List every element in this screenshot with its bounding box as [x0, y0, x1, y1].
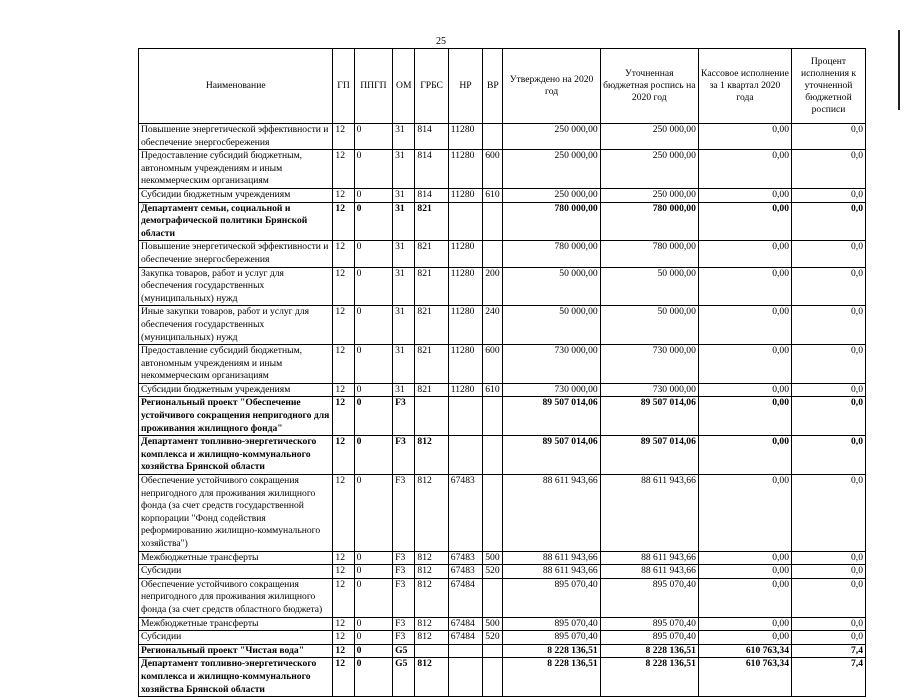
- cell-approved: 730 000,00: [503, 345, 600, 384]
- cell-grbs: 812: [415, 565, 448, 579]
- cell-grbs: 812: [415, 658, 448, 697]
- cell-refined: 250 000,00: [600, 188, 698, 202]
- cell-vr: [483, 124, 503, 150]
- cell-name: Субсидии бюджетным учреждениям: [139, 188, 333, 202]
- col-header-approved: Утверждено на 2020 год: [503, 49, 600, 124]
- cell-om: F3: [393, 475, 415, 552]
- cell-om: 31: [393, 306, 415, 345]
- cell-grbs: 821: [415, 202, 448, 241]
- cell-approved: 250 000,00: [503, 188, 600, 202]
- cell-percent: 0,0: [792, 578, 866, 617]
- col-header-percent: Процент исполнения к уточненной бюджетной росписи: [792, 49, 866, 124]
- cell-approved: 780 000,00: [503, 202, 600, 241]
- cell-percent: 0,0: [792, 267, 866, 306]
- table-row: [139, 658, 866, 697]
- cell-percent: 0,0: [792, 475, 866, 552]
- cell-cash: 0,00: [698, 631, 791, 645]
- cell-ppgp: 0: [354, 436, 392, 475]
- cell-ppgp: 0: [354, 345, 392, 384]
- cell-ppgp: 0: [354, 306, 392, 345]
- cell-nr: [448, 658, 482, 697]
- cell-approved: 88 611 943,66: [503, 551, 600, 565]
- cell-approved: 88 611 943,66: [503, 475, 600, 552]
- cell-grbs: 812: [415, 436, 448, 475]
- table-row: [139, 188, 866, 202]
- table-row: [139, 306, 866, 345]
- cell-cash: 0,00: [698, 565, 791, 579]
- cell-om: F3: [393, 565, 415, 579]
- cell-vr: 600: [483, 150, 503, 189]
- cell-om: F3: [393, 617, 415, 631]
- page-edge-mark: [898, 30, 900, 110]
- col-header-cash: Кассовое исполнение за 1 квартал 2020 года: [698, 49, 791, 124]
- cell-cash: 0,00: [698, 617, 791, 631]
- cell-name: Обеспечение устойчивого сокращения непригодного для проживания жилищного фонда (за счет средств государственной корпорации "Фонд содействия реформированию жилищно-коммунального хозяйства"): [139, 475, 333, 552]
- cell-vr: 610: [483, 188, 503, 202]
- cell-cash: 0,00: [698, 383, 791, 397]
- cell-vr: 600: [483, 345, 503, 384]
- cell-percent: 0,0: [792, 124, 866, 150]
- cell-cash: 610 763,34: [698, 644, 791, 658]
- cell-nr: 11280: [448, 188, 482, 202]
- cell-nr: [448, 436, 482, 475]
- cell-cash: 0,00: [698, 578, 791, 617]
- cell-nr: [448, 202, 482, 241]
- cell-refined: 250 000,00: [600, 124, 698, 150]
- table-row: [139, 475, 866, 552]
- cell-vr: [483, 578, 503, 617]
- cell-vr: 520: [483, 565, 503, 579]
- cell-name: Повышение энергетической эффективности и обеспечение энергосбережения: [139, 241, 333, 267]
- cell-ppgp: 0: [354, 383, 392, 397]
- cell-cash: 0,00: [698, 345, 791, 384]
- cell-vr: 520: [483, 631, 503, 645]
- cell-approved: 250 000,00: [503, 124, 600, 150]
- cell-percent: 0,0: [792, 202, 866, 241]
- cell-gp: 12: [333, 578, 354, 617]
- cell-name: Департамент топливно-энергетического комплекса и жилищно-коммунального хозяйства Брянской области: [139, 436, 333, 475]
- cell-gp: 12: [333, 617, 354, 631]
- table-row: [139, 202, 866, 241]
- cell-approved: 89 507 014,06: [503, 436, 600, 475]
- table-row: [139, 345, 866, 384]
- cell-om: F3: [393, 436, 415, 475]
- cell-gp: 12: [333, 267, 354, 306]
- table-header-row: [139, 49, 866, 124]
- cell-vr: [483, 644, 503, 658]
- cell-grbs: 821: [415, 345, 448, 384]
- cell-approved: 50 000,00: [503, 306, 600, 345]
- cell-om: G5: [393, 658, 415, 697]
- cell-vr: [483, 241, 503, 267]
- cell-gp: 12: [333, 124, 354, 150]
- cell-om: 31: [393, 124, 415, 150]
- cell-grbs: 821: [415, 383, 448, 397]
- table-row: [139, 436, 866, 475]
- cell-om: 31: [393, 345, 415, 384]
- cell-ppgp: 0: [354, 565, 392, 579]
- cell-approved: 895 070,40: [503, 617, 600, 631]
- table-row: [139, 631, 866, 645]
- cell-grbs: 812: [415, 631, 448, 645]
- cell-refined: 250 000,00: [600, 150, 698, 189]
- cell-vr: 200: [483, 267, 503, 306]
- cell-ppgp: 0: [354, 188, 392, 202]
- cell-percent: 7,4: [792, 644, 866, 658]
- cell-approved: 8 228 136,51: [503, 644, 600, 658]
- cell-ppgp: 0: [354, 267, 392, 306]
- cell-nr: 11280: [448, 150, 482, 189]
- cell-ppgp: 0: [354, 644, 392, 658]
- cell-name: Предоставление субсидий бюджетным, автономным учреждениям и иным некоммерческим организациям: [139, 150, 333, 189]
- cell-percent: 7,4: [792, 658, 866, 697]
- cell-refined: 8 228 136,51: [600, 658, 698, 697]
- cell-cash: 0,00: [698, 436, 791, 475]
- cell-gp: 12: [333, 188, 354, 202]
- cell-approved: 50 000,00: [503, 267, 600, 306]
- cell-nr: 67483: [448, 475, 482, 552]
- cell-vr: [483, 658, 503, 697]
- cell-om: 31: [393, 188, 415, 202]
- cell-ppgp: 0: [354, 150, 392, 189]
- col-header-grbs: ГРБС: [415, 49, 448, 124]
- cell-refined: 50 000,00: [600, 306, 698, 345]
- cell-gp: 12: [333, 383, 354, 397]
- cell-cash: 610 763,34: [698, 658, 791, 697]
- cell-nr: [448, 644, 482, 658]
- cell-nr: 67483: [448, 565, 482, 579]
- cell-percent: 0,0: [792, 617, 866, 631]
- cell-percent: 0,0: [792, 345, 866, 384]
- cell-gp: 12: [333, 551, 354, 565]
- cell-grbs: 821: [415, 267, 448, 306]
- cell-grbs: 812: [415, 551, 448, 565]
- cell-percent: 0,0: [792, 241, 866, 267]
- cell-cash: 0,00: [698, 188, 791, 202]
- cell-percent: 0,0: [792, 631, 866, 645]
- cell-vr: 240: [483, 306, 503, 345]
- budget-table: [138, 48, 866, 697]
- col-header-name: Наименование: [139, 49, 333, 124]
- cell-gp: 12: [333, 475, 354, 552]
- cell-name: Департамент семьи, социальной и демографической политики Брянской области: [139, 202, 333, 241]
- cell-om: 31: [393, 383, 415, 397]
- cell-name: Предоставление субсидий бюджетным, автономным учреждениям и иным некоммерческим организациям: [139, 345, 333, 384]
- table-row: [139, 397, 866, 436]
- table-row: [139, 565, 866, 579]
- cell-cash: 0,00: [698, 241, 791, 267]
- cell-approved: 895 070,40: [503, 631, 600, 645]
- cell-name: Повышение энергетической эффективности и обеспечение энергосбережения: [139, 124, 333, 150]
- cell-percent: 0,0: [792, 397, 866, 436]
- cell-percent: 0,0: [792, 436, 866, 475]
- cell-percent: 0,0: [792, 188, 866, 202]
- cell-approved: 895 070,40: [503, 578, 600, 617]
- cell-refined: 780 000,00: [600, 241, 698, 267]
- cell-grbs: 812: [415, 475, 448, 552]
- cell-ppgp: 0: [354, 617, 392, 631]
- cell-ppgp: 0: [354, 397, 392, 436]
- table-row: [139, 150, 866, 189]
- cell-gp: 12: [333, 644, 354, 658]
- cell-om: 31: [393, 241, 415, 267]
- cell-percent: 0,0: [792, 306, 866, 345]
- cell-om: 31: [393, 202, 415, 241]
- cell-refined: 780 000,00: [600, 202, 698, 241]
- cell-cash: 0,00: [698, 202, 791, 241]
- cell-name: Субсидии: [139, 565, 333, 579]
- cell-grbs: 814: [415, 150, 448, 189]
- cell-name: Региональный проект "Обеспечение устойчивого сокращения непригодного для проживания жилищного фонда": [139, 397, 333, 436]
- cell-cash: 0,00: [698, 124, 791, 150]
- cell-cash: 0,00: [698, 551, 791, 565]
- cell-refined: 730 000,00: [600, 383, 698, 397]
- cell-vr: 610: [483, 383, 503, 397]
- cell-approved: 780 000,00: [503, 241, 600, 267]
- cell-refined: 895 070,40: [600, 631, 698, 645]
- cell-om: F3: [393, 631, 415, 645]
- cell-refined: 895 070,40: [600, 578, 698, 617]
- cell-vr: 500: [483, 617, 503, 631]
- cell-name: Обеспечение устойчивого сокращения непригодного для проживания жилищного фонда (за счет средств областного бюджета): [139, 578, 333, 617]
- col-header-gp: ГП: [333, 49, 354, 124]
- cell-refined: 8 228 136,51: [600, 644, 698, 658]
- cell-nr: 67484: [448, 578, 482, 617]
- col-header-nr: НР: [448, 49, 482, 124]
- cell-ppgp: 0: [354, 631, 392, 645]
- cell-cash: 0,00: [698, 475, 791, 552]
- cell-ppgp: 0: [354, 551, 392, 565]
- cell-name: Субсидии: [139, 631, 333, 645]
- cell-name: Иные закупки товаров, работ и услуг для обеспечения государственных (муниципальных) нужд: [139, 306, 333, 345]
- cell-gp: 12: [333, 565, 354, 579]
- cell-refined: 730 000,00: [600, 345, 698, 384]
- cell-ppgp: 0: [354, 202, 392, 241]
- cell-ppgp: 0: [354, 578, 392, 617]
- cell-ppgp: 0: [354, 475, 392, 552]
- cell-ppgp: 0: [354, 241, 392, 267]
- cell-vr: [483, 475, 503, 552]
- cell-grbs: [415, 644, 448, 658]
- cell-gp: 12: [333, 658, 354, 697]
- cell-nr: 11280: [448, 267, 482, 306]
- cell-nr: 11280: [448, 124, 482, 150]
- cell-grbs: 814: [415, 188, 448, 202]
- cell-refined: 50 000,00: [600, 267, 698, 306]
- table-body: [139, 124, 866, 697]
- cell-refined: 88 611 943,66: [600, 565, 698, 579]
- cell-grbs: [415, 397, 448, 436]
- cell-cash: 0,00: [698, 150, 791, 189]
- cell-grbs: 821: [415, 306, 448, 345]
- page-number: 25: [436, 36, 446, 47]
- cell-nr: 11280: [448, 306, 482, 345]
- cell-approved: 8 228 136,51: [503, 658, 600, 697]
- cell-percent: 0,0: [792, 565, 866, 579]
- cell-nr: [448, 397, 482, 436]
- cell-ppgp: 0: [354, 658, 392, 697]
- cell-nr: 11280: [448, 383, 482, 397]
- cell-gp: 12: [333, 202, 354, 241]
- cell-refined: 89 507 014,06: [600, 436, 698, 475]
- cell-nr: 67484: [448, 631, 482, 645]
- cell-percent: 0,0: [792, 383, 866, 397]
- cell-om: F3: [393, 578, 415, 617]
- cell-approved: 730 000,00: [503, 383, 600, 397]
- cell-grbs: 812: [415, 617, 448, 631]
- cell-om: F3: [393, 397, 415, 436]
- cell-nr: 67484: [448, 617, 482, 631]
- cell-name: Межбюджетные трансферты: [139, 551, 333, 565]
- cell-gp: 12: [333, 397, 354, 436]
- col-header-refined: Уточненная бюджетная роспись на 2020 год: [600, 49, 698, 124]
- table-row: [139, 383, 866, 397]
- cell-grbs: 821: [415, 241, 448, 267]
- cell-approved: 250 000,00: [503, 150, 600, 189]
- table-row: [139, 267, 866, 306]
- table-row: [139, 124, 866, 150]
- cell-refined: 895 070,40: [600, 617, 698, 631]
- cell-gp: 12: [333, 345, 354, 384]
- cell-refined: 89 507 014,06: [600, 397, 698, 436]
- cell-cash: 0,00: [698, 397, 791, 436]
- cell-vr: [483, 436, 503, 475]
- cell-name: Субсидии бюджетным учреждениям: [139, 383, 333, 397]
- table-row: [139, 241, 866, 267]
- cell-name: Закупка товаров, работ и услуг для обеспечения государственных (муниципальных) нужд: [139, 267, 333, 306]
- cell-gp: 12: [333, 306, 354, 345]
- cell-nr: 11280: [448, 241, 482, 267]
- cell-nr: 67483: [448, 551, 482, 565]
- cell-gp: 12: [333, 241, 354, 267]
- cell-vr: [483, 202, 503, 241]
- cell-name: Департамент топливно-энергетического комплекса и жилищно-коммунального хозяйства Брянской области: [139, 658, 333, 697]
- cell-approved: 89 507 014,06: [503, 397, 600, 436]
- cell-cash: 0,00: [698, 267, 791, 306]
- cell-percent: 0,0: [792, 150, 866, 189]
- cell-nr: 11280: [448, 345, 482, 384]
- cell-cash: 0,00: [698, 306, 791, 345]
- table-row: [139, 551, 866, 565]
- cell-om: G5: [393, 644, 415, 658]
- cell-om: F3: [393, 551, 415, 565]
- cell-gp: 12: [333, 150, 354, 189]
- cell-om: 31: [393, 267, 415, 306]
- cell-approved: 88 611 943,66: [503, 565, 600, 579]
- table-row: [139, 578, 866, 617]
- cell-grbs: 814: [415, 124, 448, 150]
- col-header-vr: ВР: [483, 49, 503, 124]
- cell-refined: 88 611 943,66: [600, 551, 698, 565]
- cell-grbs: 812: [415, 578, 448, 617]
- cell-ppgp: 0: [354, 124, 392, 150]
- cell-gp: 12: [333, 631, 354, 645]
- table-row: [139, 644, 866, 658]
- cell-vr: [483, 397, 503, 436]
- table-row: [139, 617, 866, 631]
- cell-name: Региональный проект "Чистая вода": [139, 644, 333, 658]
- cell-percent: 0,0: [792, 551, 866, 565]
- cell-gp: 12: [333, 436, 354, 475]
- cell-om: 31: [393, 150, 415, 189]
- cell-name: Межбюджетные трансферты: [139, 617, 333, 631]
- col-header-ppgp: ППГП: [354, 49, 392, 124]
- cell-refined: 88 611 943,66: [600, 475, 698, 552]
- col-header-om: ОМ: [393, 49, 415, 124]
- cell-vr: 500: [483, 551, 503, 565]
